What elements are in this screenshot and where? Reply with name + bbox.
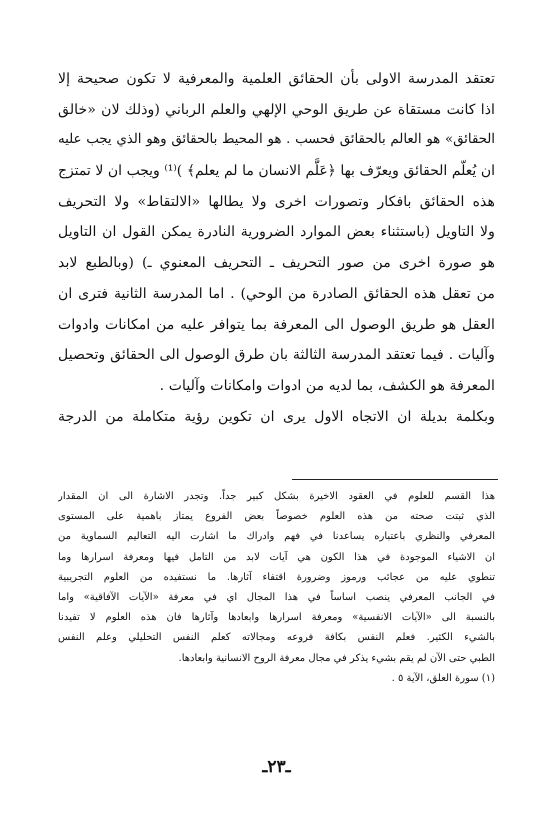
footnote-line: بالشيء الكثير. فعلم النفس بكافة فروعه ومجالاته كعلم النفس التحليلي وعلم النفس (58, 632, 495, 644)
body-line: هذه الحقائق بافكار وتصورات اخرى ولا يطالها «الالتقاط» ولا التحريف (58, 193, 495, 210)
body-line: المعرفة هو الكشف، بما لديه من ادوات وامكانات وآليات . (159, 377, 495, 394)
footnote-divider (292, 479, 498, 480)
footnote-line: المعرفي والنظري باعتباره يساعدنا في فهم وادراك ما اشارت اليه التعاليم السماوية من (58, 531, 495, 543)
footnote-line: ان الاشياء الموجودة في هذا الكون هي آيات لابد من التامل فيها ومعرفة اسرارها وما (58, 551, 495, 563)
body-line: العقل هو طريق الوصول الى المعرفة بما يتوافر عليه من امكانات وادوات (58, 316, 495, 333)
main-text (58, 64, 495, 432)
body-line: هو صورة اخرى من صور التحريف ـ التحريف المعنوي ـ) (وبالطبع لابد (58, 255, 495, 272)
footnote-line: في الجانب المعرفي ينصب اساساً في هذا المجال اي في معرفة «الآيات الآفاقية» واما (58, 591, 495, 603)
body-line: ان يُعلّم الحقائق ويعرّف بها ﴿عَلَّم الانسان ما لم يعلم﴾ )⁽¹⁾ ويجب ان لا تمتزج (58, 163, 495, 180)
body-line: الحقائق» هو العالم بالحقائق فحسب . هو المحيط بالحقائق وهو الذي يجب عليه (58, 132, 495, 148)
body-line: من تعقل هذه الحقائق الصادرة من الوحي) . اما المدرسة الثانية فترى ان (58, 285, 495, 302)
footnote-line: الذي ثبتت صحته من هذه العلوم خصوصاً بعض الفروع يمتاز باهمية على المستوى (58, 511, 495, 523)
body-line: ولا التاويل (باستثناء بعض الموارد الضرورية النادرة يمكن القول ان التاويل (58, 224, 495, 241)
body-line: وبكلمة بديلة ان الاتجاه الاول يرى ان تكوين رؤية متكاملة من الدرجة (58, 408, 495, 425)
footnote-line: الطبي حتى الآن لم يقم بشيء يذكر في مجال معرفة الروح الانسانية وابعادها. (178, 652, 495, 664)
footnote-line: هذا القسم للعلوم في العقود الاخيرة بشكل كبير جداً. وتجدر الاشارة الى ان المقدار (58, 491, 495, 502)
footnote-line: تنطوي عليه من عجائب ورموز وضرورة اقتفاء آثارها. ما نستفيده من العلوم التجريبية (58, 571, 495, 583)
page-number: ـ٢٣ـ (262, 757, 291, 777)
footnote-line: بالنسبة الى «الآيات الانفسية» ومعرفة اسرارها وابعادها وآثارها فان هذه العلوم لا تفيدنا (58, 612, 495, 624)
footnotes (58, 487, 495, 689)
body-line: تعتقد المدرسة الاولى بأن الحقائق العلمية والمعرفية لا تكون صحيحة إلا (58, 71, 495, 87)
body-line: وآليات . فيما تعتقد المدرسة الثالثة بان طرق الوصول الى الحقائق وتحصيل (58, 347, 495, 364)
footnote-reference: (١) سورة العلق، الآية ٥ . (391, 672, 495, 684)
body-line: اذا كانت مستقاة عن طريق الوحي الإلهي والعلم الرباني (وذلك لان «خالق (58, 101, 495, 118)
